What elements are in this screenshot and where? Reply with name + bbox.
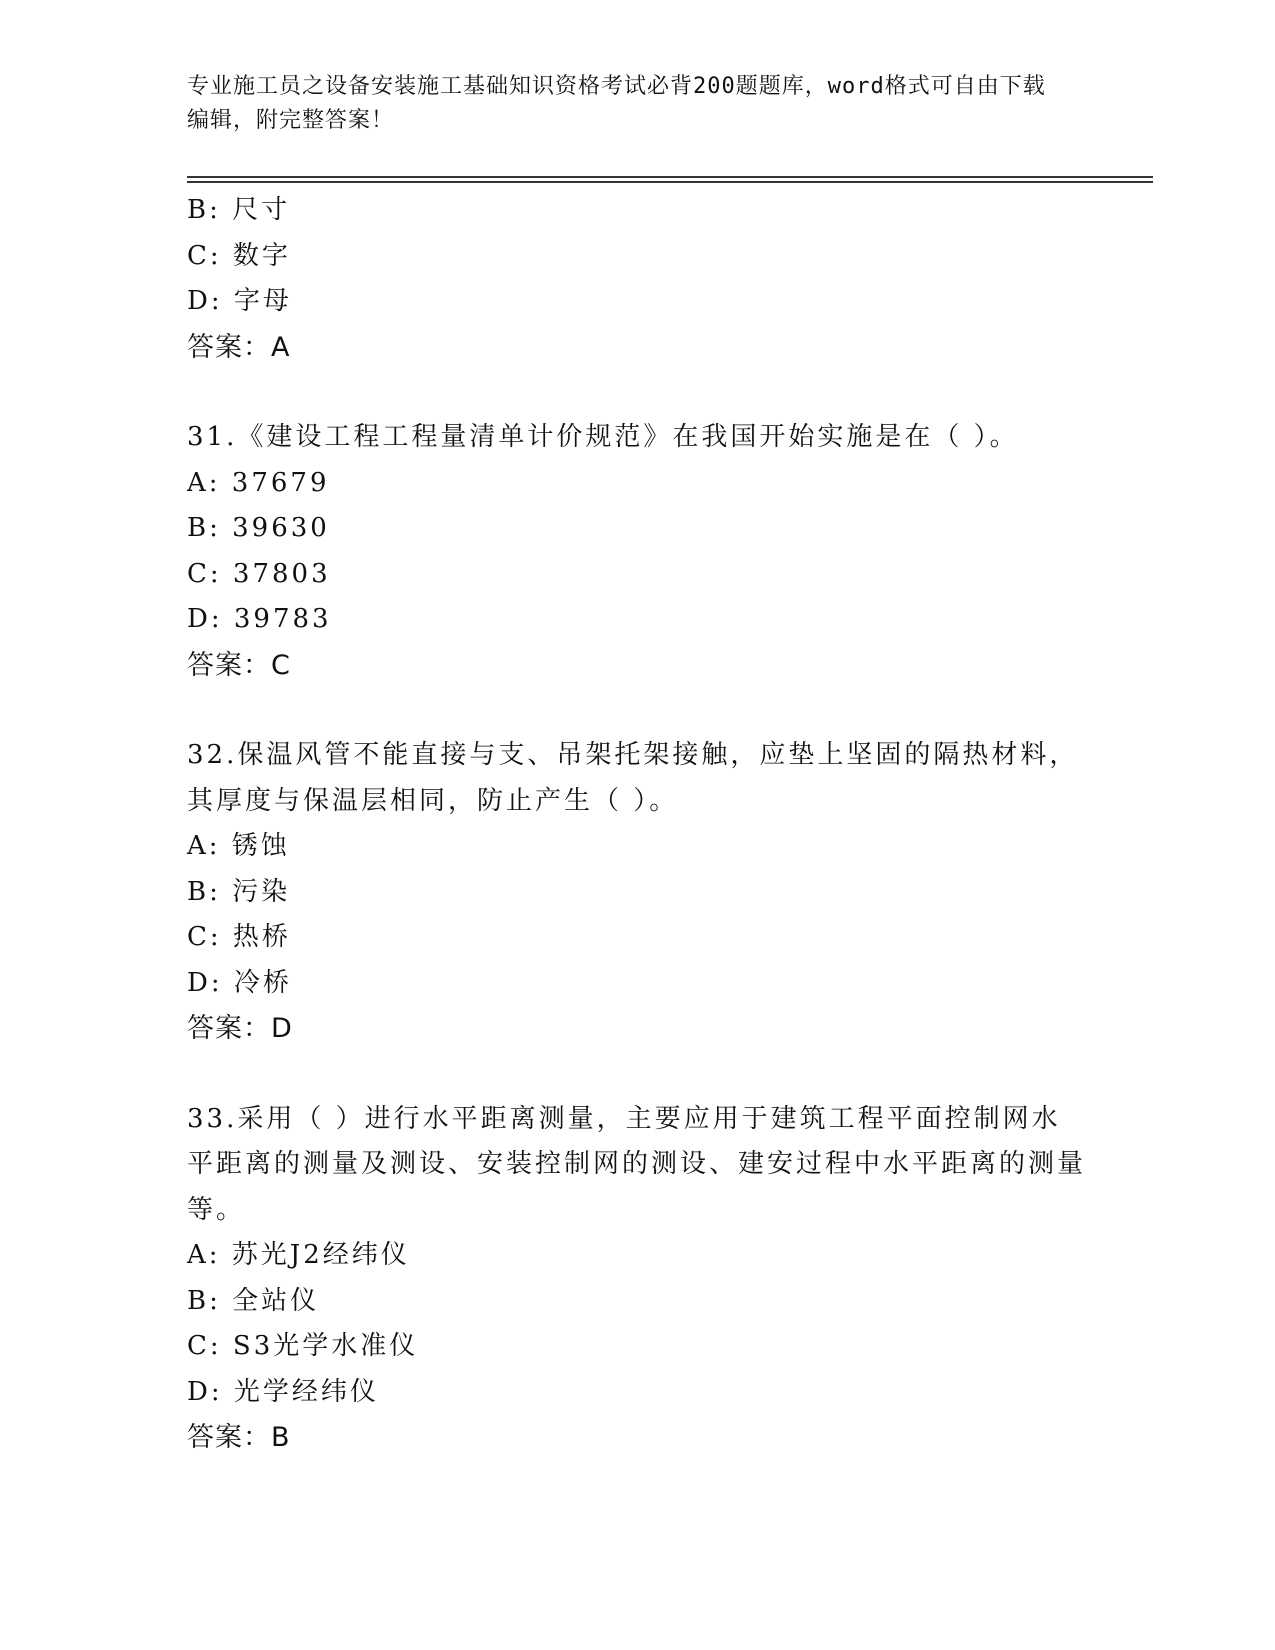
option-b: B: 污染 [187,876,291,907]
question-text: 32.保温风管不能直接与支、吊架托架接触，应垫上坚固的隔热材料，其厚度与保温层相同，防止产生（ ）。 [187,740,1079,816]
question-31 [187,415,1087,688]
option-d: D: 光学经纬仪 [187,1376,379,1407]
option-d: D: 冷桥 [187,967,292,998]
answer-line: 答案：C [187,649,291,681]
option-a: A: 苏光J2经纬仪 [187,1240,410,1270]
option-a: A: 37679 [187,467,330,498]
question-content [187,188,1087,1461]
question-text: 31.《建设工程工程量清单计价规范》在我国开始实施是在（ ）。 [187,422,1019,452]
question-32 [187,733,1087,1052]
question-33 [187,1097,1087,1461]
option-c: C: 热桥 [187,922,291,952]
option-c: C: 数字 [187,240,291,271]
option-d: D: 字母 [187,286,292,316]
answer-line: 答案：B [187,1422,291,1453]
option-a: A: 锈蚀 [187,831,290,861]
option-b: B: 39630 [187,513,330,543]
option-c: C: S3光学水准仪 [187,1331,419,1361]
answer-line: 答案：D [187,1013,293,1044]
partial-question [187,188,1087,370]
header-divider-bottom [187,181,1153,183]
document-header: 专业施工员之设备安装施工基础知识资格考试必背200题题库，word格式可自由下载编辑，附完整答案！ [187,74,1046,133]
option-c: C: 37803 [187,558,331,589]
option-b: B: 全站仪 [187,1285,320,1316]
answer-line: 答案：A [187,331,291,363]
option-b: B: 尺寸 [187,195,291,225]
header-divider-top [187,176,1153,178]
question-text: 33.采用（ ）进行水平距离测量，主要应用于建筑工程平面控制网水平距离的测量及测设、安装控制网的测设、建安过程中水平距离的测量等。 [187,1103,1087,1225]
option-d: D: 39783 [187,604,332,634]
